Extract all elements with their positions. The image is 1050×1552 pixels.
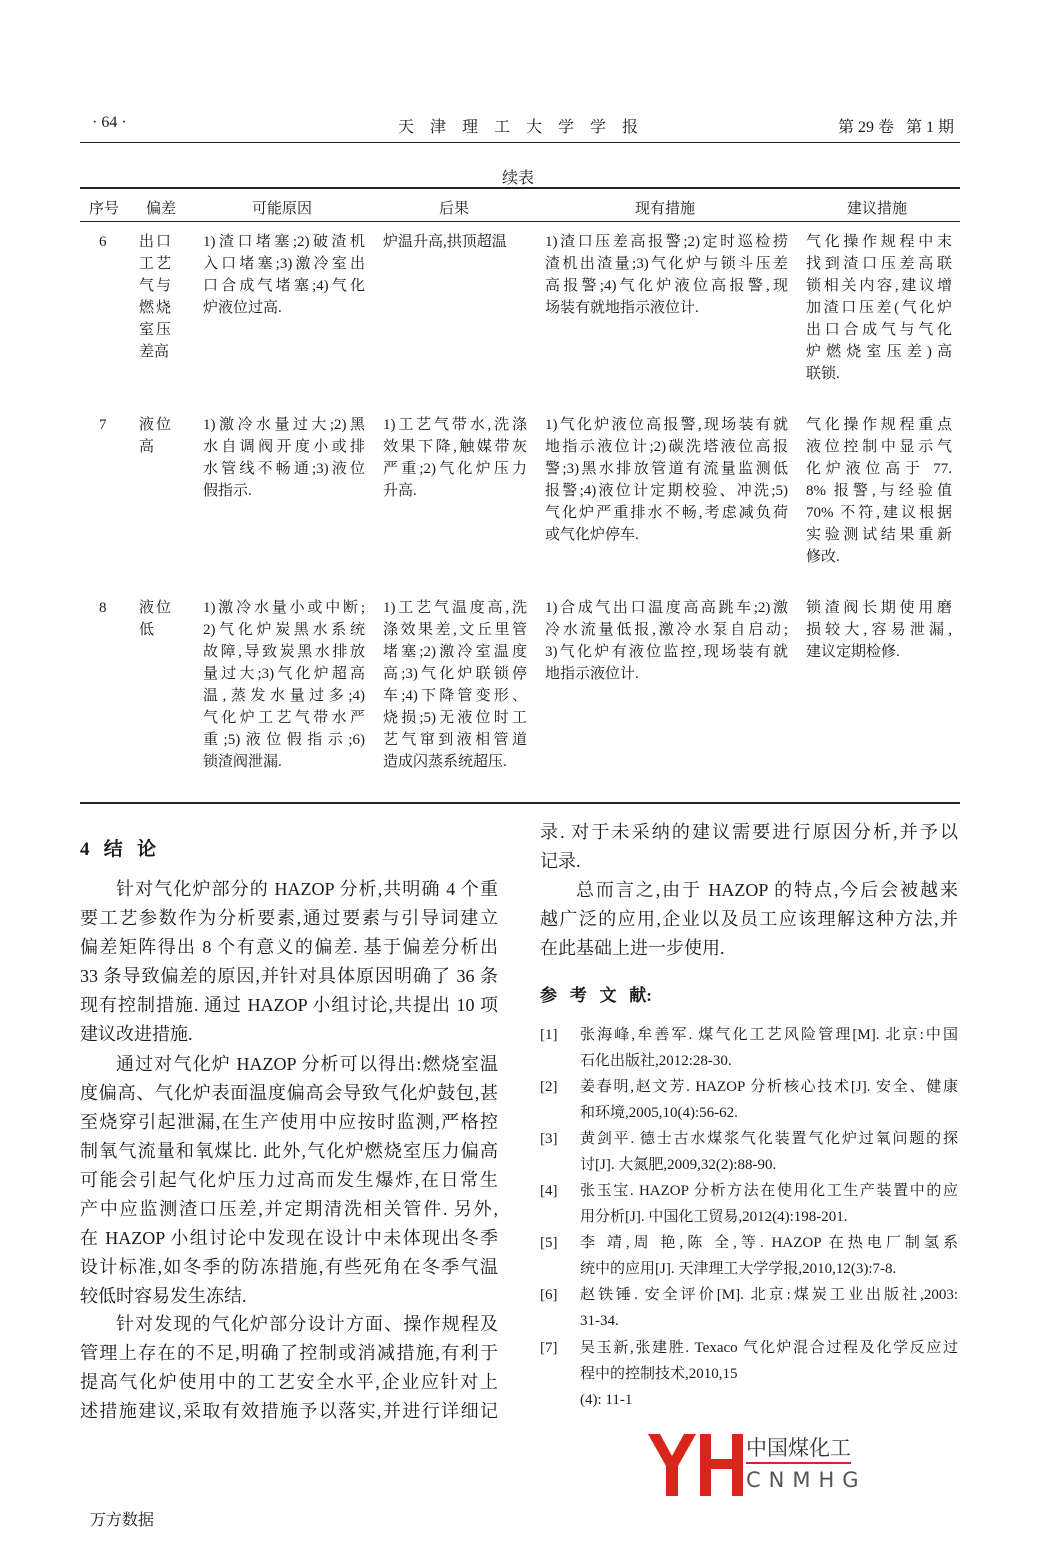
text-line: (4): 11-1 (580, 1392, 633, 1408)
cell-consequences (383, 414, 527, 502)
text-line: 找到渣口压差高联 (806, 256, 952, 272)
text-line: 气化操作规程重点 (806, 417, 952, 433)
text-line: 用分析[J]. 中国化工贸易,2012(4):198-201. (580, 1209, 848, 1225)
cell-suggested (806, 597, 952, 663)
text-line: 燃烧 (139, 300, 171, 316)
text-line: 锁渣阀泄漏. (203, 754, 282, 770)
watermark-logo (648, 1432, 867, 1496)
text-line: 车;4)下降管变形、 (383, 688, 527, 704)
text-line: 制氧气流量和氧煤比. 此外,气化炉燃烧室压力偏高 (80, 1141, 498, 1161)
cell-no: 7 (99, 417, 107, 433)
text-line: 气化炉严重排水不畅,考虑减负荷 (545, 505, 788, 521)
cell-existing (545, 597, 788, 685)
text-line: 地指示液位计;2)碳洗塔液位高报 (545, 439, 788, 455)
text-line: 讨[J]. 大氮肥,2009,32(2):88-90. (580, 1157, 777, 1173)
text-line: 70% 不符,建议根据 (806, 505, 952, 521)
watermark-latin: CNMHG (746, 1468, 867, 1492)
cell-deviation (139, 231, 171, 363)
text-line: 李 靖,周 艳,陈 全,等. HAZOP 在热电厂制氢系 (580, 1235, 958, 1251)
text-line: 程中的控制技术,2010,15 (580, 1366, 738, 1382)
text-line: 31-34. (580, 1313, 619, 1329)
text-line: 1)激冷水量小或中断; (203, 600, 365, 616)
text-line: 产中应监测渣口压差,并定期清洗相关管件. 另外, (80, 1199, 498, 1219)
reference-label: [6] (540, 1287, 558, 1303)
text-line: 室压 (139, 322, 171, 338)
text-line: 1)工艺气温度高,洗 (383, 600, 527, 616)
col-header-no: 序号 (89, 201, 120, 217)
text-line: 损较大,容易泄漏, (806, 622, 952, 638)
text-line: 1)渣口压差高报警;2)定时巡检捞 (545, 234, 788, 250)
footer-source: 万方数据 (90, 1512, 155, 1529)
text-line: 8% 报警,与经验值 (806, 483, 952, 499)
references-heading: 参 考 文 献: (540, 986, 652, 1005)
text-line: 黄剑平. 德士古水煤浆气化装置气化炉过氧问题的探 (580, 1131, 958, 1147)
text-line: 气与 (139, 278, 171, 294)
cell-no: 8 (99, 600, 107, 616)
text-line: 述措施建议,采取有效措施予以落实,并进行详细记 (80, 1401, 498, 1421)
text-line: 张玉宝. HAZOP 分析方法在使用化工生产装置中的应 (580, 1183, 958, 1199)
cell-existing (545, 231, 788, 319)
header-rule (80, 142, 960, 143)
text-line: 炉液位过高. (203, 300, 282, 316)
text-line: 要工艺参数作为分析要素,通过要素与引导词建立 (80, 908, 498, 928)
text-line: 提高气化炉使用中的工艺安全水平,企业应针对上 (80, 1372, 498, 1392)
col-header-suggested: 建议措施 (847, 201, 908, 217)
text-line: 1)合成气出口温度高高跳车;2)激 (545, 600, 788, 616)
text-line: 姜春明,赵文芳. HAZOP 分析核心技术[J]. 安全、健康 (580, 1079, 958, 1095)
text-line: 效果下降,触媒带灰 (383, 439, 527, 455)
text-line: 气化炉工艺气带水严 (203, 710, 365, 726)
text-line: 重;5)液位假指示;6) (203, 732, 365, 748)
text-line: 假指示. (203, 483, 252, 499)
text-line: 33 条导致偏差的原因,并针对具体原因明确了 36 条 (80, 966, 498, 986)
text-line: 加渣口压差(气化炉 (806, 300, 952, 316)
text-line: 修改. (806, 549, 840, 565)
text-line: 造成闪蒸系统超压. (383, 754, 507, 770)
text-line: 吴玉新,张建胜. Texaco 气化炉混合过程及化学反应过 (580, 1340, 958, 1356)
section-heading: 4 结 论 (80, 839, 157, 860)
text-line: 录. 对于未采纳的建议需要进行原因分析,并予以 (540, 822, 958, 842)
reference-label: [1] (540, 1027, 558, 1043)
col-header-existing: 现有措施 (635, 201, 696, 217)
text-line: 量过大;3)气化炉超高 (203, 666, 365, 682)
text-line: 出口合成气与气化 (806, 322, 952, 338)
text-line: 1)气化炉液位高报警,现场装有就 (545, 417, 788, 433)
text-line: 温,蒸发水量过多;4) (203, 688, 365, 704)
yh-logo-icon (648, 1432, 744, 1496)
text-line: 偏差矩阵得出 8 个有意义的偏差. 基于偏差分析出 (80, 937, 498, 957)
table-caption: 续表 (502, 170, 535, 187)
cell-causes (203, 231, 365, 319)
text-line: 严重;2)气化炉压力 (383, 461, 527, 477)
col-header-causes: 可能原因 (252, 201, 313, 217)
reference-text (580, 1335, 958, 1413)
text-line: 出口 (139, 234, 171, 250)
cell-consequences (383, 597, 527, 773)
text-line: 报警;4)液位计定期校验、冲洗;5) (545, 483, 788, 499)
journal-title: 天 津 理 工 大 学 学 报 (398, 119, 645, 136)
text-line: 涤效果差,文丘里管 (383, 622, 527, 638)
cell-no: 6 (99, 234, 107, 250)
paragraph-3 (80, 1310, 498, 1426)
table-bottom-rule (80, 802, 960, 804)
text-line: 锁渣阀长期使用磨 (806, 600, 952, 616)
text-line: 液位 (139, 417, 171, 433)
cell-suggested (806, 414, 952, 568)
text-line: 低 (139, 622, 155, 638)
text-line: 较低时容易发生冻结. (80, 1286, 247, 1306)
text-line: 水自调阀开度小或排 (203, 439, 365, 455)
text-line: 化炉液位高于 77. (806, 461, 952, 477)
text-line: 气化操作规程中末 (806, 234, 952, 250)
text-line: 警;3)黑水排放管道有流量监测低 (545, 461, 788, 477)
text-line: 高报警;4)气化炉液位高报警,现 (545, 278, 788, 294)
text-line: 至烧穿引起泄漏,在生产使用中应按时监测,严格控 (80, 1112, 498, 1132)
text-line: 和环境,2005,10(4):56-62. (580, 1105, 738, 1121)
text-line: 建议定期检修. (806, 644, 900, 660)
text-line: 设计标准,如冬季的防冻措施,有些死角在冬季气温 (80, 1257, 498, 1277)
text-line: 炉燃烧室压差)高 (806, 344, 952, 360)
reference-label: [4] (540, 1183, 558, 1199)
text-line: 水管线不畅通;3)液位 (203, 461, 365, 477)
page-number: · 64 · (92, 114, 127, 131)
text-line: 1)渣口堵塞;2)破渣机 (203, 234, 365, 250)
reference-label: [3] (540, 1131, 558, 1147)
cell-suggested (806, 231, 952, 385)
text-line: 实验测试结果重新 (806, 527, 952, 543)
text-line: 针对气化炉部分的 HAZOP 分析,共明确 4 个重 (116, 879, 498, 899)
text-line: 现有控制措施. 通过 HAZOP 小组讨论,共提出 10 项 (80, 995, 498, 1015)
text-line: 或气化炉停车. (545, 527, 639, 543)
reference-text (580, 1022, 958, 1074)
text-line: 锁相关内容,建议增 (806, 278, 952, 294)
reference-label: [7] (540, 1340, 558, 1356)
text-line: 建议改进措施. (80, 1024, 193, 1044)
reference-label: [5] (540, 1235, 558, 1251)
reference-text (580, 1282, 958, 1334)
text-line: 张海峰,牟善军. 煤气化工艺风险管理[M]. 北京:中国 (580, 1027, 958, 1043)
col-header-consequences: 后果 (439, 201, 470, 217)
text-line: 在此基础上进一步使用. (540, 938, 725, 958)
text-line: 堵塞;2)激冷室温度 (383, 644, 527, 660)
col-header-deviation: 偏差 (146, 201, 177, 217)
text-line: 1)工艺气带水,洗涤 (383, 417, 527, 433)
text-line: 管理上存在的不足,明确了控制或消减措施,有利于 (80, 1343, 498, 1363)
text-line: 场装有就地指示液位计. (545, 300, 699, 316)
text-line: 高 (139, 439, 155, 455)
text-line: 石化出版社,2012:28-30. (580, 1053, 732, 1069)
cell-consequences (383, 231, 527, 253)
reference-text (580, 1230, 958, 1282)
text-line: 渣机出渣量;3)气化炉与锁斗压差 (545, 256, 788, 272)
text-line: 液位 (139, 600, 171, 616)
text-line: 可能会引起气化炉压力过高而发生爆炸,在日常生 (80, 1170, 498, 1190)
reference-text (580, 1178, 958, 1230)
text-line: 高;3)气化炉联锁停 (383, 666, 527, 682)
paragraph-2 (80, 1050, 498, 1311)
text-line: 总而言之,由于 HAZOP 的特点,今后会被越来 (576, 880, 958, 900)
cell-deviation (139, 597, 171, 641)
text-line: 在 HAZOP 小组讨论中发现在设计中未体现出冬季 (80, 1228, 498, 1248)
text-line: 入口堵塞;3)激冷室出 (203, 256, 365, 272)
text-line: 差高 (139, 344, 170, 360)
text-line: 越广泛的应用,企业以及员工应该理解这种方法,并 (540, 909, 958, 929)
watermark-name: 中国煤化工 (746, 1432, 851, 1464)
text-line: 度偏高、气化炉表面温度偏高会导致气化炉鼓包,甚 (80, 1083, 498, 1103)
text-line: 冷水流量低报,激冷水泵自启动; (545, 622, 788, 638)
text-line: 工艺 (139, 256, 171, 272)
text-line: 口合成气堵塞;4)气化 (203, 278, 365, 294)
text-line: 炉温升高,拱顶超温 (383, 234, 507, 250)
text-line: 针对发现的气化炉部分设计方面、操作规程及 (116, 1314, 498, 1334)
table-header-rule (80, 221, 960, 222)
table-top-rule (80, 187, 960, 189)
text-line: 艺气窜到液相管道 (383, 732, 527, 748)
cell-causes (203, 597, 365, 773)
cell-deviation (139, 414, 171, 458)
cell-causes (203, 414, 365, 502)
text-line: 故障,导致炭黑水排放 (203, 644, 365, 660)
text-line: 地指示液位计. (545, 666, 639, 682)
reference-text (580, 1126, 958, 1178)
text-line: 记录. (540, 851, 581, 871)
paragraph-4 (540, 876, 958, 963)
reference-label: [2] (540, 1079, 558, 1095)
text-line: 赵铁锤. 安全评价[M]. 北京:煤炭工业出版社,2003: (580, 1287, 958, 1303)
text-line: 液位控制中显示气 (806, 439, 952, 455)
text-line: 统中的应用[J]. 天津理工大学学报,2010,12(3):7-8. (580, 1261, 897, 1277)
paragraph-3-continued (540, 818, 958, 876)
text-line: 3)气化炉有液位监控,现场装有就 (545, 644, 788, 660)
text-line: 联锁. (806, 366, 840, 382)
cell-existing (545, 414, 788, 546)
text-line: 升高. (383, 483, 417, 499)
text-line: 1)激冷水量过大;2)黑 (203, 417, 365, 433)
paragraph-1 (80, 875, 498, 1049)
text-line: 2)气化炉炭黑水系统 (203, 622, 365, 638)
text-line: 烧损;5)无液位时工 (383, 710, 527, 726)
reference-text (580, 1074, 958, 1126)
issue-info: 第 29 卷 第 1 期 (838, 119, 955, 136)
text-line: 通过对气化炉 HAZOP 分析可以得出:燃烧室温 (116, 1054, 498, 1074)
